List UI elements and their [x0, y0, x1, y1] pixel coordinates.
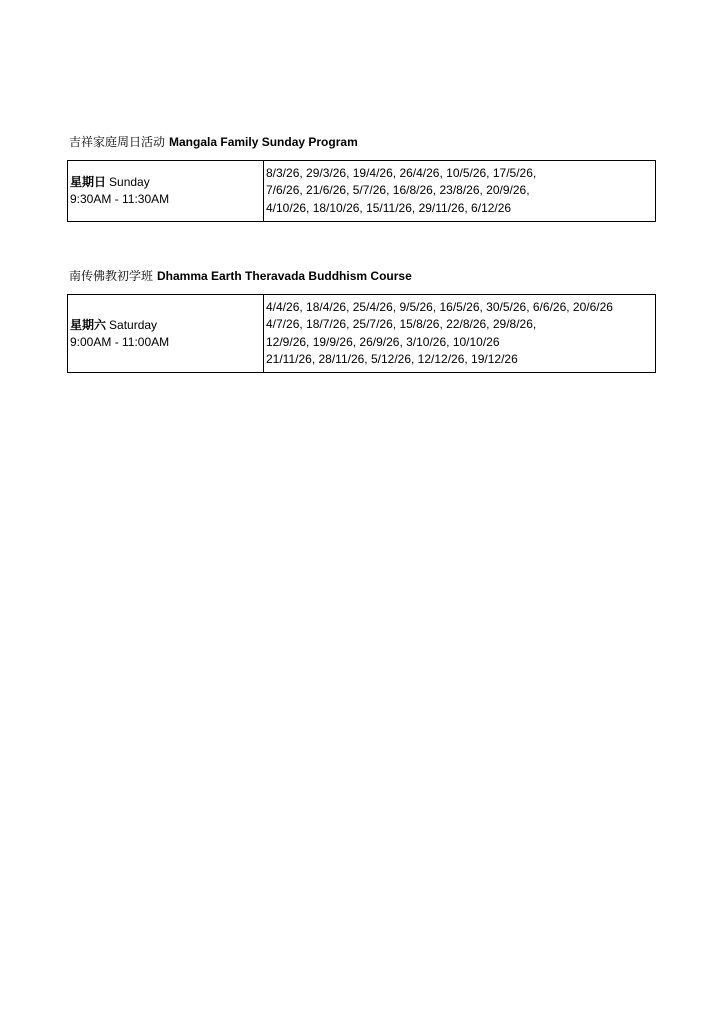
day-time-cell	[68, 295, 264, 372]
dates-line: 7/6/26, 21/6/26, 5/7/26, 16/8/26, 23/8/26, 20/9/26,	[266, 183, 530, 198]
dates-line: 8/3/26, 29/3/26, 19/4/26, 26/4/26, 10/5/26, 17/5/26,	[266, 165, 537, 180]
day-label-zh: 星期六	[70, 317, 107, 332]
dates-line: 4/4/26, 18/4/26, 25/4/26, 9/5/26, 16/5/26, 30/5/26, 6/6/26, 20/6/26	[266, 299, 613, 314]
section-title-sunday-program	[69, 135, 358, 149]
time-range: 9:30AM - 11:30AM	[70, 192, 170, 206]
section-title-zh: 吉祥家庭周日活动	[69, 135, 166, 149]
day-label-en: Sunday	[109, 175, 150, 189]
dates-line: 4/7/26, 18/7/26, 25/7/26, 15/8/26, 22/8/26, 29/8/26,	[266, 317, 537, 331]
time-range: 9:00AM - 11:00AM	[70, 334, 170, 349]
dates-cell	[264, 161, 655, 221]
dates-line: 12/9/26, 19/9/26, 26/9/26, 3/10/26, 10/10/26	[266, 334, 500, 349]
day-label-zh: 星期日	[70, 175, 107, 189]
schedule-table-sunday	[67, 160, 656, 222]
dates-line: 21/11/26, 28/11/26, 5/12/26, 12/12/26, 19/12/26	[266, 352, 518, 366]
day-label	[70, 174, 263, 191]
dates-cell	[264, 295, 655, 372]
day-label-en: Saturday	[109, 317, 158, 332]
section-title-zh: 南传佛教初学班	[69, 269, 154, 283]
day-time-cell	[68, 161, 264, 221]
schedule-table-saturday	[67, 294, 656, 373]
section-title-en: Dhamma Earth Theravada Buddhism Course	[157, 269, 412, 283]
dates-line: 4/10/26, 18/10/26, 15/11/26, 29/11/26, 6/12/26	[266, 200, 512, 215]
day-label	[70, 317, 263, 334]
section-title-en: Mangala Family Sunday Program	[169, 135, 358, 149]
section-title-buddhism-course	[69, 269, 412, 283]
